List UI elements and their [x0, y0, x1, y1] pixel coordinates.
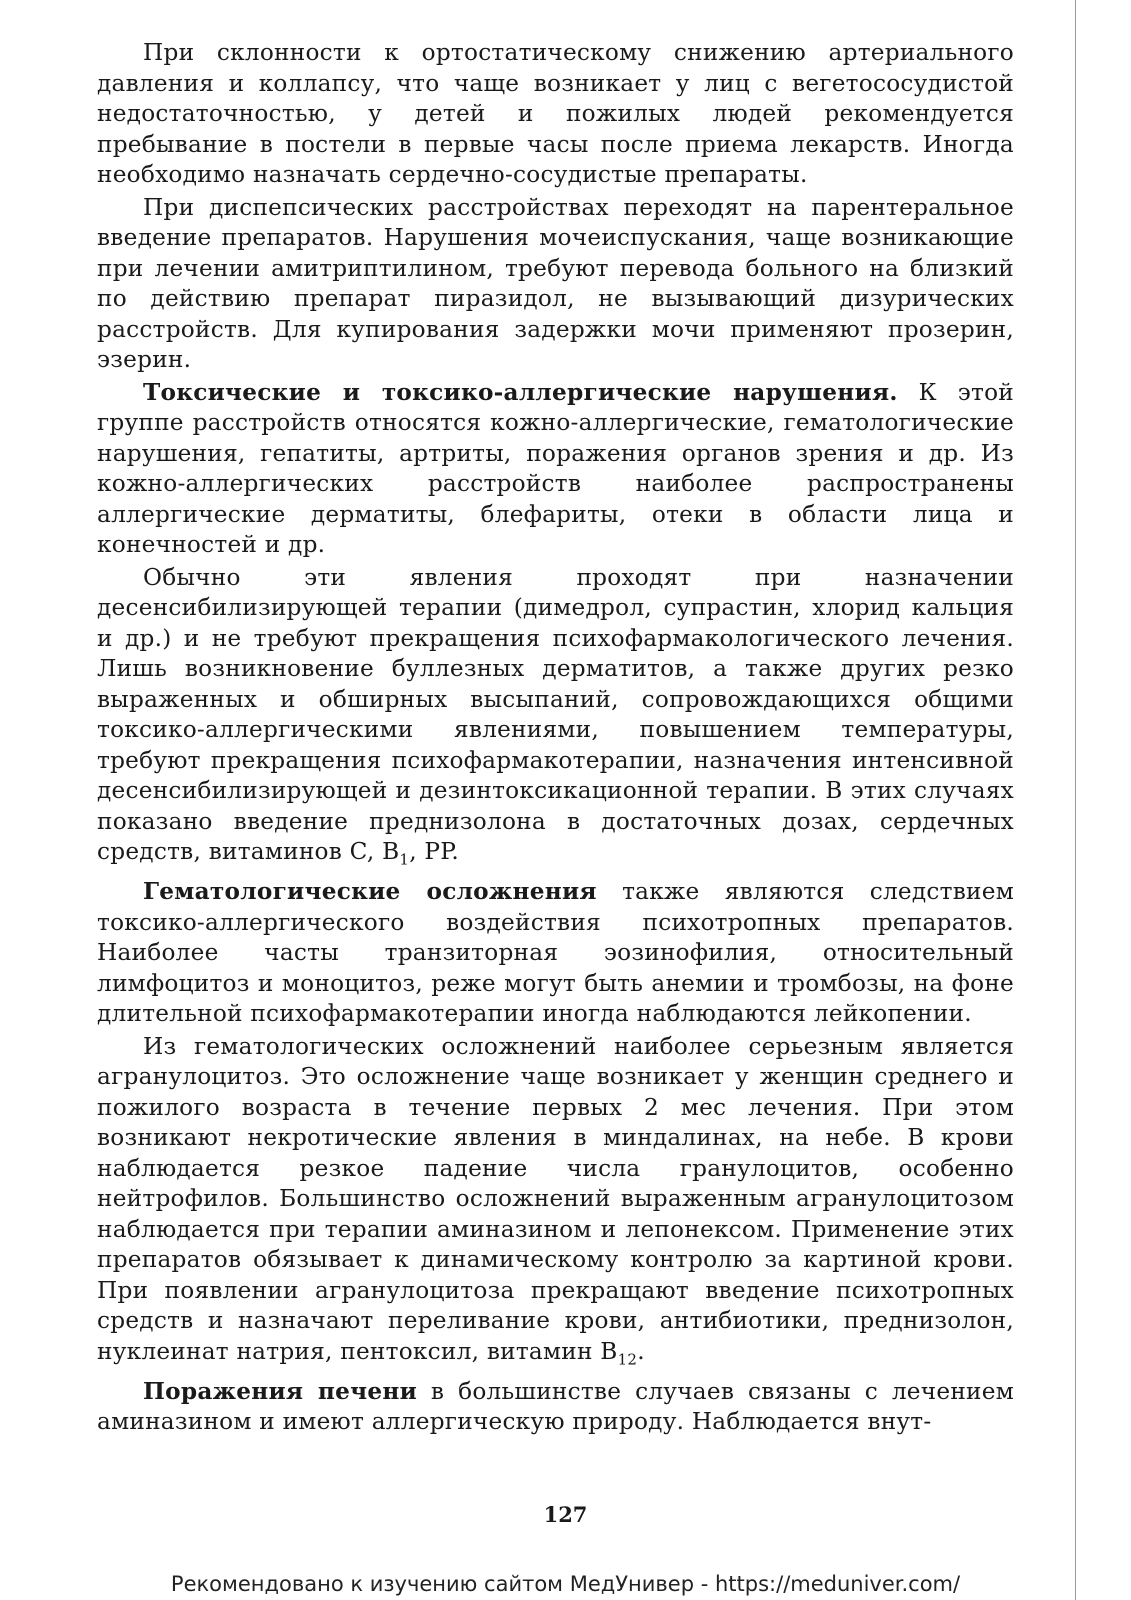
paragraph-3: [97, 378, 1014, 561]
section-heading: Токсические и токсико-аллергические нарушения.: [143, 378, 898, 406]
subscript: 12: [617, 1350, 638, 1369]
paragraph-text: К этой группе расстройств относятся кожно-аллергические, гематологические нарушения, гепатиты, артриты, поражения органов зрения и др. Из кожно-аллергических расстройств наиболее распространены аллергические дерматиты, блефариты, отеки в области лица и конечностей и др.: [97, 378, 1015, 558]
section-heading: Поражения печени: [143, 1377, 418, 1405]
page-number: 127: [543, 1502, 588, 1527]
page-edge-line: [1075, 0, 1076, 1600]
body-text: [97, 38, 1014, 1438]
paragraph-tail: , PP.: [409, 838, 460, 865]
footer-recommendation: Рекомендовано к изучению сайтом МедУнивер - https://meduniver.com/: [170, 1572, 961, 1596]
paragraph-text: При склонности к ортостатическому снижению артериального давления и коллапсу, что чаще возникает у лиц с вегетососудистой недостаточностью, у детей и пожилых людей рекомендуется пребывание в постели в первые часы после приема лекарств. Иногда необходимо назначать сердечно-сосудистые препараты.: [97, 39, 1014, 188]
paragraph-text: При диспепсических расстройствах переходят на парентеральное введение препаратов. Нарушения мочеиспускания, чаще возникающие при лечении амитриптилином, требуют перевода больного на близкий по действию препарат пиразидол, не вызывающий дизурических расстройств. Для купирования задержки мочи применяют прозерин, эзерин.: [97, 193, 1014, 373]
paragraph-5: [97, 877, 1014, 1030]
paragraph-text: также являются следствием токсико-аллергического воздействия психотропных препаратов. Наиболее часты транзиторная эозинофилия, относительный лимфоцитоз и моноцитоз, реже могут быть анемии и тромбозы, на фоне длительной психофармакотерапии иногда наблюдаются лейкопении.: [97, 878, 1015, 1028]
paragraph-2: [97, 193, 1014, 376]
paragraph-text: в большинстве случаев связаны с лечением аминазином и имеют аллергическую природу. Наблюдается внут-: [97, 1377, 1014, 1436]
paragraph-1: [97, 38, 1014, 191]
paragraph-7: [97, 1377, 1014, 1438]
section-heading: Гематологические осложнения: [143, 878, 597, 906]
paragraph-text: Обычно эти явления проходят при назначении десенсибилизирующей терапии (димедрол, супрастин, хлорид кальция и др.) и не требуют прекращения психофармакологического лечения. Лишь возникновение буллезных дерматитов, а также других резко выраженных и обширных высыпаний, сопровождающихся общими токсико-аллергическими явлениями, повышением температуры, требуют прекращения психофармакотерапии, назначения интенсивной десенсибилизирующей и дезинтоксикационной терапии. В этих случаях показано введение преднизолона в достаточных дозах, сердечных средств, витаминов C, B: [97, 563, 1014, 865]
paragraph-text: Из гематологических осложнений наиболее серьезным является агранулоцитоз. Это осложнение чаще возникает у женщин среднего и пожилого возраста в течение первых 2 мес лечения. При этом возникают некротические явления в миндалинах, на небе. В крови наблюдается резкое падение числа гранулоцитов, особенно нейтрофилов. Большинство осложнений выраженным агранулоцитозом наблюдается при терапии аминазином и лепонексом. Применение этих препаратов обязывает к динамическому контролю за картиной крови. При появлении агранулоцитоза прекращают введение психотропных средств и назначают переливание крови, антибиотики, преднизолон, нуклеинат натрия, пентоксил, витамин B: [97, 1032, 1014, 1365]
paragraph-4: [97, 563, 1014, 876]
subscript: 1: [399, 850, 410, 869]
paragraph-tail: .: [637, 1337, 645, 1365]
paragraph-6: [97, 1032, 1014, 1375]
